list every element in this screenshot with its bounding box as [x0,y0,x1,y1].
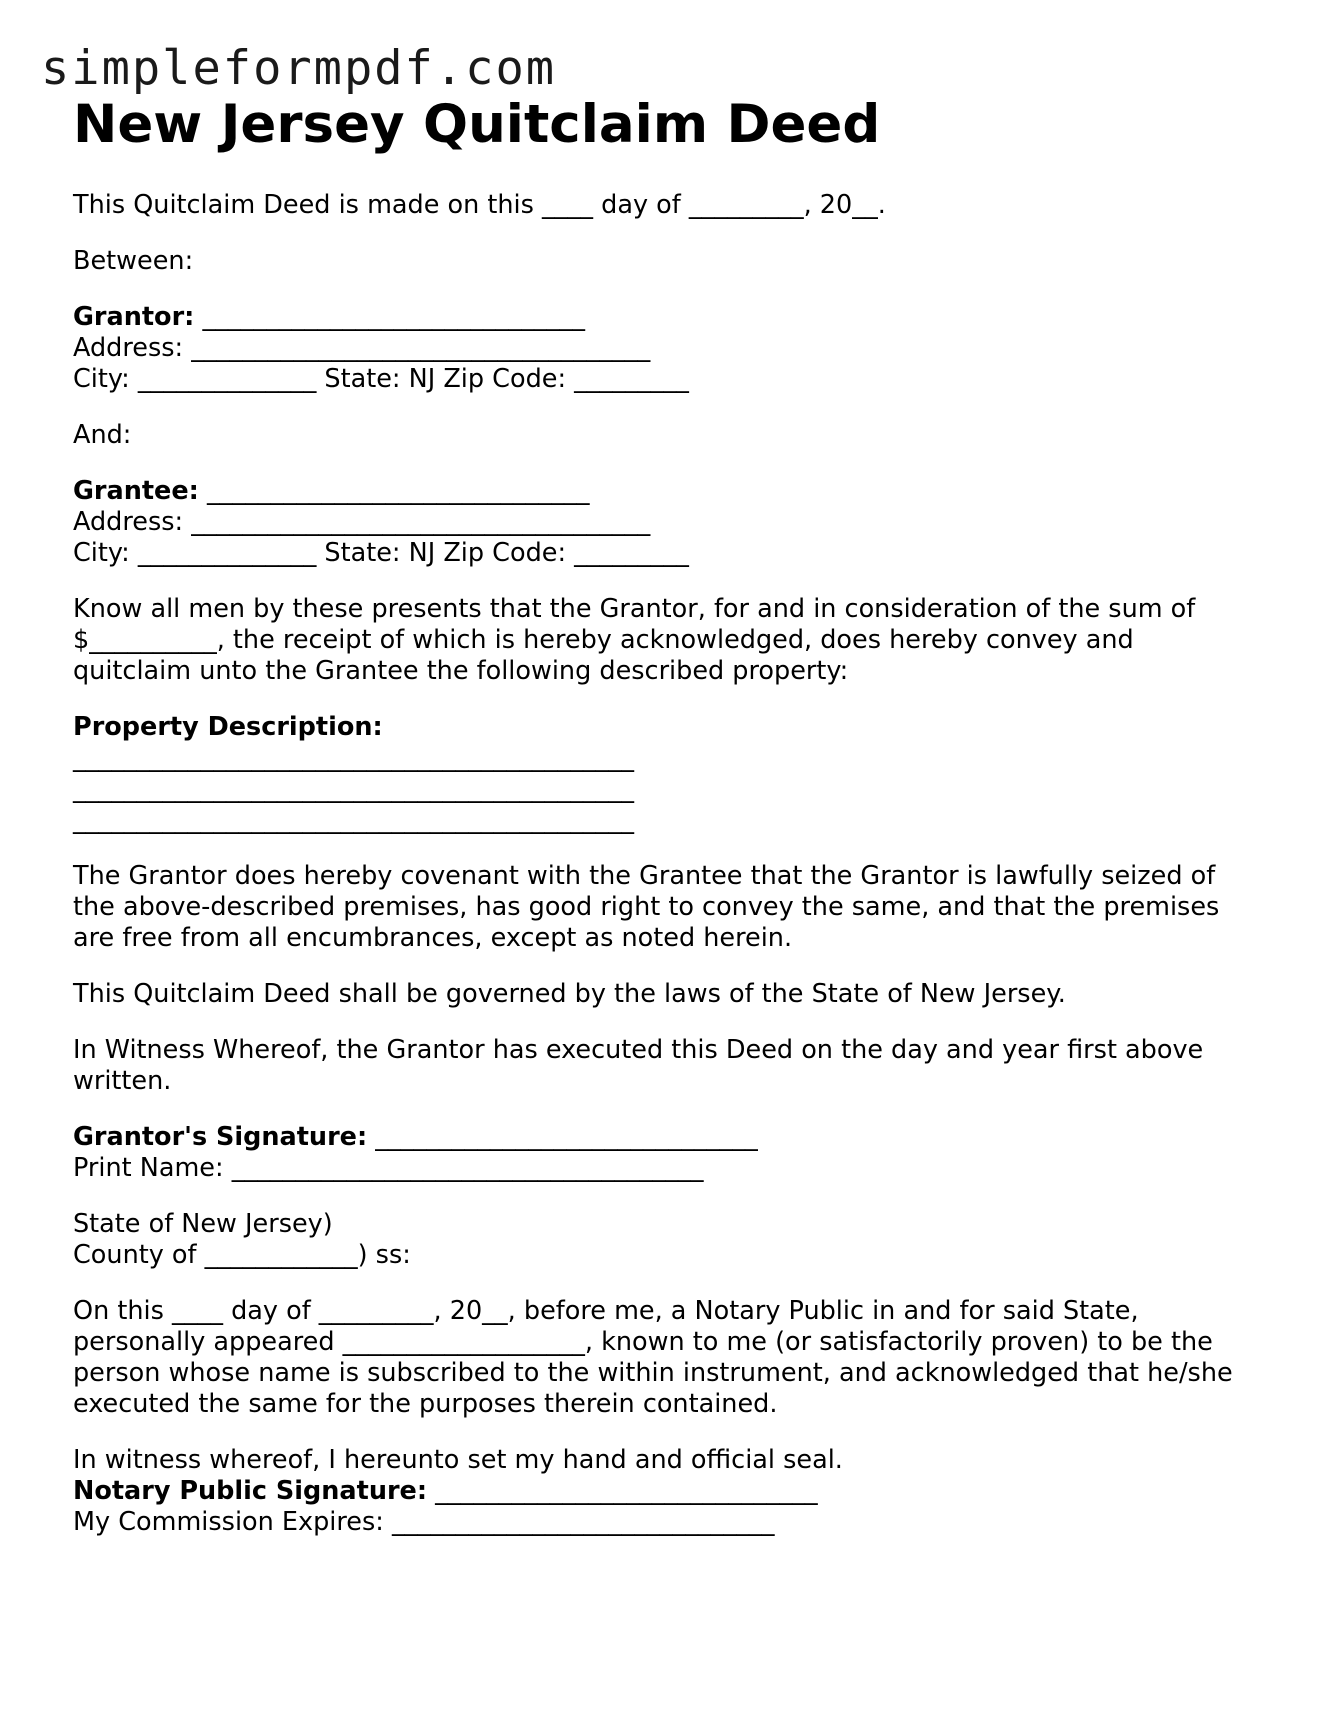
property-line-3: ____________________________________________ [73,805,634,835]
grantee-address: Address: ____________________________________ [73,507,651,537]
grantee-city-line: City: ______________ State: NJ Zip Code: _________ [73,538,689,568]
grantor-city-line: City: ______________ State: NJ Zip Code: _________ [73,364,689,394]
grantor-signature-label: Grantor's Signature: [73,1122,368,1152]
grantor-signature-blank: ______________________________ [367,1122,758,1152]
notary-signature-label: Notary Public Signature: [73,1476,428,1506]
between-label: Between: [73,246,194,276]
grantee-name-blank: ______________________________ [198,476,590,506]
covenant-line-2: the above-described premises, has good right to convey the same, and that the premises [73,892,1220,922]
notary-signature-line [73,1476,818,1507]
grantee-line [73,476,589,507]
grantor-label: Grantor: [73,302,195,332]
notary-text-line-2: personally appeared ___________________, known to me (or satisfactorily proven) to be the [73,1327,1213,1357]
consideration-line-2: $__________, the receipt of which is hereby acknowledged, does hereby convey and [73,625,1134,655]
commission-expires-line: My Commission Expires: ______________________________ [73,1507,775,1537]
consideration-line-1: Know all men by these presents that the Grantor, for and in consideration of the sum of [73,594,1196,624]
property-line-1: ____________________________________________ [73,743,634,773]
state-line: State of New Jersey) [73,1209,333,1239]
county-line: County of ____________) ss: [73,1240,411,1270]
seal-line: In witness whereof, I hereunto set my hand and official seal. [73,1445,843,1475]
grantor-address: Address: ____________________________________ [73,333,651,363]
and-label: And: [73,420,132,450]
grantee-label: Grantee: [73,476,199,506]
print-name-line: Print Name: _____________________________________ [73,1153,704,1183]
notary-signature-blank: ______________________________ [427,1476,818,1506]
grantor-line [73,302,585,333]
site-watermark: simpleformpdf.com [41,41,557,96]
witness-line-2: written. [73,1066,172,1096]
governing-law: This Quitclaim Deed shall be governed by the laws of the State of New Jersey. [73,979,1066,1009]
notary-text-line-3: person whose name is subscribed to the within instrument, and acknowledged that he/she [73,1358,1233,1388]
grantor-signature-line [73,1122,758,1153]
consideration-line-3: quitclaim unto the Grantee the following described property: [73,656,849,686]
covenant-line-1: The Grantor does hereby covenant with the Grantee that the Grantor is lawfully seized of [73,861,1216,891]
property-line-2: ____________________________________________ [73,774,634,804]
intro-line: This Quitclaim Deed is made on this ____ day of _________, 20__. [73,190,886,220]
grantor-name-blank: ______________________________ [194,302,585,332]
witness-line-1: In Witness Whereof, the Grantor has executed this Deed on the day and year first above [73,1035,1204,1065]
property-description-label: Property Description: [73,712,383,742]
notary-text-line-4: executed the same for the purposes therein contained. [73,1389,778,1419]
notary-text-line-1: On this ____ day of _________, 20__, before me, a Notary Public in and for said State, [73,1296,1139,1326]
page-title: New Jersey Quitclaim Deed [73,94,881,155]
covenant-line-3: are free from all encumbrances, except as noted herein. [73,923,793,953]
